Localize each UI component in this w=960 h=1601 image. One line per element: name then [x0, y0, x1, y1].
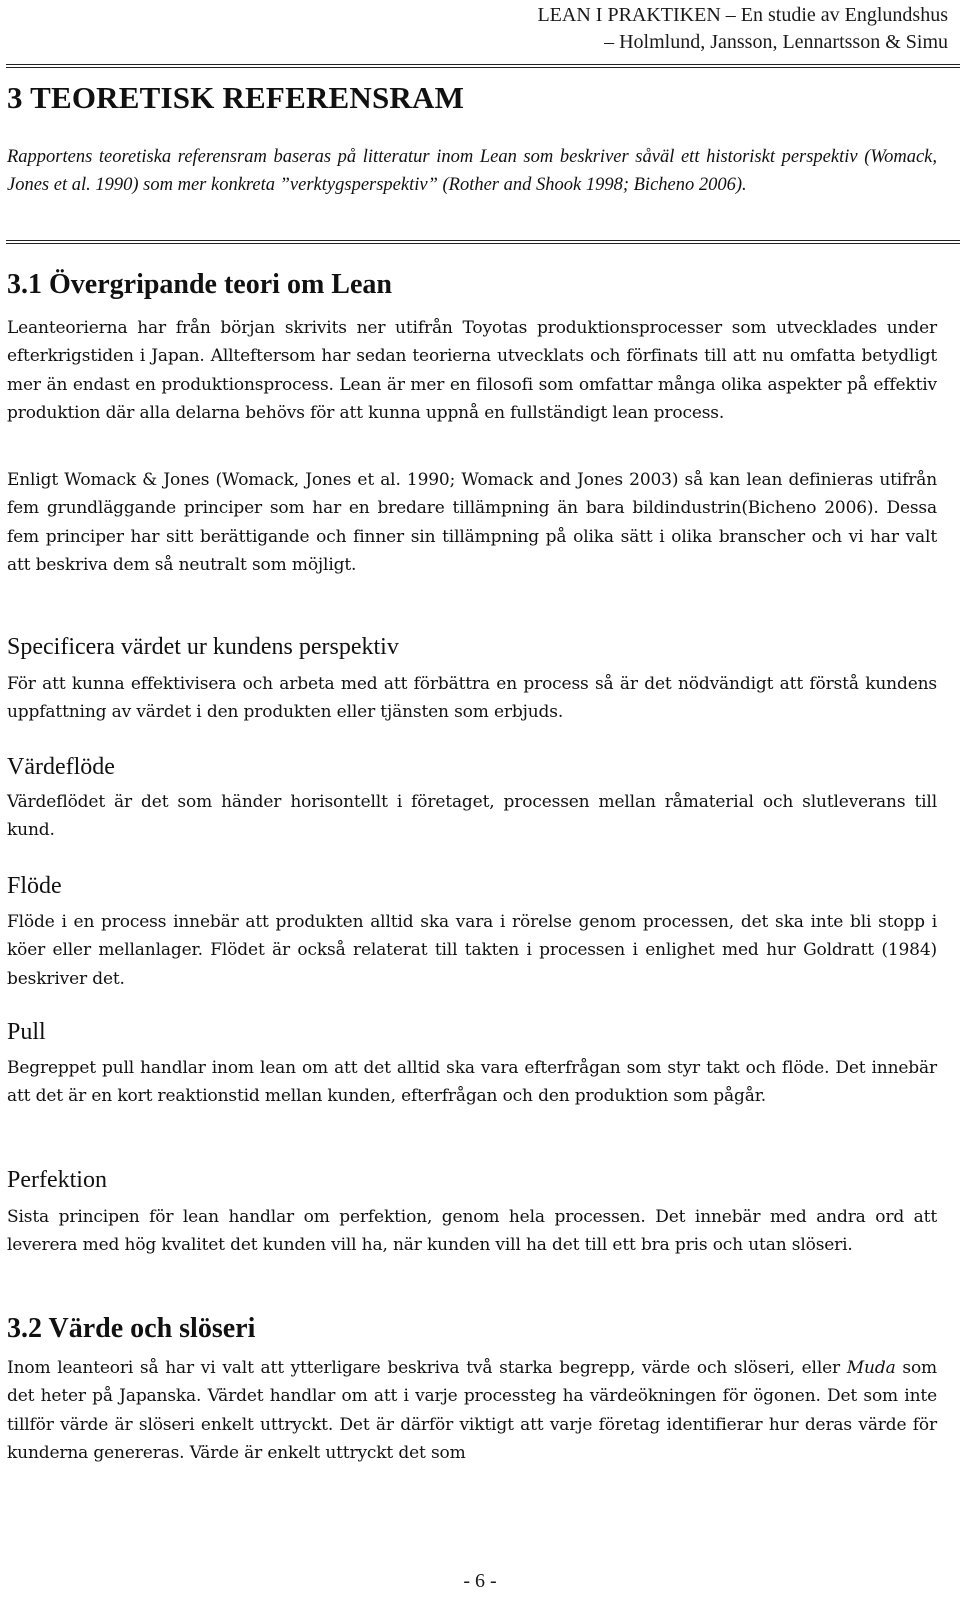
principle-heading-value: Specificera värdet ur kundens perspektiv: [7, 634, 399, 660]
muda-term: Muda: [846, 1358, 896, 1378]
paragraph: Sista principen för lean handlar om perfektion, genom hela processen. Det innebär med andra ord att leverera med hög kvalitet det kunden vill ha, när kunden vill ha det till ett bra pris och utan slöseri.: [7, 1207, 937, 1256]
principle-heading-perfection: Perfektion: [7, 1167, 107, 1193]
paragraph-text: som det heter på Japanska. Värdet handlar om att i varje processteg ha värdeökningen för ögonen. Det som inte tillför värde är slöseri enkelt uttryckt. Det är därför viktigt att varje företag identifierar hur deras värde för kunderna genereras. Värde är enkelt uttryckt det som: [7, 1358, 937, 1463]
paragraph-text: Inom leanteori så har vi valt att ytterligare beskriva två starka begrepp, värde och slöseri, eller: [7, 1358, 847, 1378]
principle-heading-flow: Flöde: [7, 873, 62, 899]
paragraph: Begreppet pull handlar inom lean om att det alltid ska vara efterfrågan som styr takt och flöde. Det innebär att det är en kort reaktionstid mellan kunden, efterfrågan och den produktion som pågår.: [7, 1058, 937, 1107]
chapter-title: 3 TEORETISK REFERENSRAM: [7, 80, 465, 115]
intro-rule: [6, 240, 960, 244]
paragraph: [7, 1354, 937, 1467]
section-heading-3-2: 3.2 Värde och slöseri: [7, 1313, 256, 1344]
section-heading-3-1: 3.1 Övergripande teori om Lean: [7, 269, 392, 300]
principle-heading-value-stream: Värdeflöde: [7, 754, 115, 780]
chapter-intro: Rapportens teoretiska referensram baseras på litteratur inom Lean som beskriver såväl ett historiskt perspektiv (Womack, Jones et al. 1990) som mer konkreta ”verktygsperspektiv” (Rother and Shook 1998; Bicheno 2006).: [7, 147, 937, 195]
principle-heading-pull: Pull: [7, 1019, 46, 1045]
paragraph: Flöde i en process innebär att produkten alltid ska vara i rörelse genom processen, det ska inte bli stopp i köer eller mellanlager. Flödet är också relaterat till takten i processen i enlighet med hur Goldratt (1984) beskriver det.: [7, 912, 937, 989]
running-header-line-1: LEAN I PRAKTIKEN – En studie av Englundshus: [537, 4, 948, 26]
paragraph: Enligt Womack & Jones (Womack, Jones et al. 1990; Womack and Jones 2003) så kan lean definieras utifrån fem grundläggande principer som har en bredare tillämpning än bara bildindustrin(Bicheno 2006). Dessa fem principer har sitt berättigande och finner sin tillämpning på olika sätt i olika branscher och vi har valt att beskriva dem så neutralt som möjligt.: [7, 470, 937, 575]
paragraph: För att kunna effektivisera och arbeta med att förbättra en process så är det nödvändigt att förstå kundens uppfattning av värdet i den produkten eller tjänsten som erbjuds.: [7, 674, 937, 723]
running-header-line-2: – Holmlund, Jansson, Lennartsson & Simu: [604, 31, 948, 53]
header-rule: [6, 64, 960, 68]
paragraph: Värdeflödet är det som händer horisontellt i företaget, processen mellan råmaterial och slutleverans till kund.: [7, 792, 937, 841]
page-number: - 6 -: [463, 1570, 497, 1592]
paragraph: Leanteorierna har från början skrivits ner utifrån Toyotas produktionsprocesser som utvecklades under efterkrigstiden i Japan. Allteftersom har sedan teorierna utvecklats och förfinats till att nu omfatta betydligt mer än endast en produktionsprocess. Lean är mer en filosofi som omfattar många olika aspekter på effektiv produktion där alla delarna behövs för att kunna uppnå en fullständigt lean process.: [7, 318, 937, 423]
running-header: [248, 2, 948, 56]
